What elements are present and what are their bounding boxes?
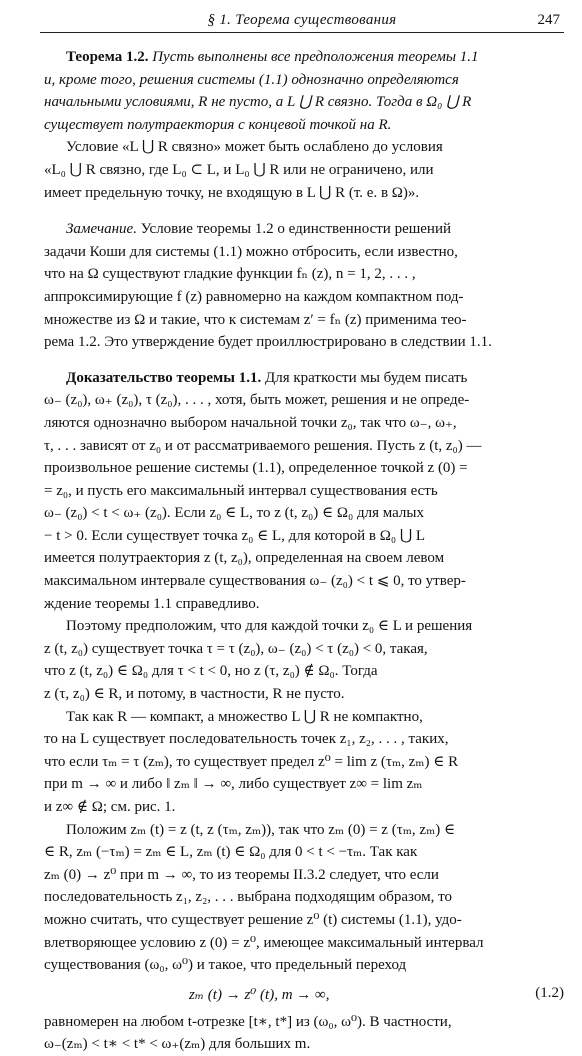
text-line: равномерен на любом t-отрезке [t∗, t*] из (ω₀, ω⁰). В частности, <box>44 1013 452 1030</box>
text-line: ω₋ (z₀) < t < ω₊ (z₀). Если z₀ ∈ L, то z (t, z₀) ∈ Ω₀ для малых <box>44 505 424 522</box>
final-paragraph <box>44 1011 564 1056</box>
text-line: что на Ω существуют гладкие функции fₙ (z), n = 1, 2, . . . , <box>44 266 416 283</box>
text-line: «L₀ ⋃ R связно, где L₀ ⊂ L, и L₀ ⋃ R или не ограничено, или <box>44 161 434 178</box>
text-line: zₘ (0) → z⁰ при m → ∞, то из теоремы II.3.2 следует, что если <box>44 866 439 883</box>
text-line: z (t, z₀) существует точка τ = τ (z₀), ω₋ (z₀) < τ (z₀) < 0, такая, <box>44 640 428 657</box>
put-paragraph <box>44 819 564 977</box>
equation-expression: zₘ (t) → z⁰ (t), m → ∞, <box>189 986 330 1003</box>
text-line: аппроксимирующие f (z) равномерно на каждом компактном под- <box>44 288 464 305</box>
text-line: ∈ R, zₘ (−τₘ) = zₘ ∈ L, zₘ (t) ∈ Ω₀ для 0 < t < −τₘ. Так как <box>44 844 418 861</box>
theorem-line: Пусть выполнены все предположения теоремы 1.1 <box>152 49 479 65</box>
text-line: τ, . . . зависят от z₀ и от рассматриваемого решения. Пусть z (t, z₀) — <box>44 437 482 454</box>
text-line: последовательность z₁, z₂, . . . выбрана подходящим образом, то <box>44 889 452 906</box>
text-line: влетворяющее условию z (0) = z⁰, имеющее максимальный интервал <box>44 934 484 951</box>
remark-paragraph <box>44 218 564 354</box>
text-line: при m → ∞ и либо ‖ zₘ ‖ → ∞, либо существует z∞ = lim zₘ <box>44 776 423 793</box>
text-line: можно считать, что существует решение z⁰ (t) системы (1.1), удо- <box>44 911 462 928</box>
text-line: ждение теоремы 1.1 справедливо. <box>44 595 260 612</box>
text-line: Условие «L ⋃ R связно» может быть ослаблено до условия <box>66 139 443 156</box>
theorem-1-2 <box>44 46 564 136</box>
equation-1-2 <box>44 977 564 1011</box>
text-line: множестве из Ω и такие, что к системам z′ = fₙ (z) применима тео- <box>44 311 467 328</box>
section-title: § 1. Теорема существования <box>207 12 397 28</box>
text-line: и z∞ ∉ Ω; см. рис. 1. <box>44 799 176 815</box>
text-line: максимальном интервале существования ω₋ (z₀) < t ⩽ 0, то утвер- <box>44 573 466 590</box>
theorem-label: Теорема 1.2. <box>66 49 149 65</box>
text-line: = z₀, и пусть его максимальный интервал существования есть <box>44 482 438 499</box>
text-line: существования (ω₀, ω⁰) и такое, что предельный переход <box>44 957 407 974</box>
page-number: 247 <box>537 12 560 28</box>
text-line: Для краткости мы будем писать <box>264 369 468 386</box>
proof-paragraph <box>44 367 564 616</box>
text-line: имеет предельную точку, не входящую в L ⋃ R (т. е. в Ω)». <box>44 184 420 201</box>
text-line: Так как R — компакт, а множество L ⋃ R не компактно, <box>66 708 423 725</box>
condition-paragraph <box>44 136 564 204</box>
text-line: имеется полутраектория z (t, z₀), определенная на своем левом <box>44 550 445 567</box>
text-line: Поэтому предположим, что для каждой точки z₀ ∈ L и решения <box>66 618 473 635</box>
theorem-line: начальными условиями, R не пусто, а L ⋃ R связно. Тогда в Ω₀ ⋃ R <box>44 94 472 111</box>
text-line: что если τₘ = τ (zₘ), то существует предел z⁰ = lim z (τₘ, zₘ) ∈ R <box>44 753 459 770</box>
text-line: произвольное решение системы (1.1), определенное точкой z (0) = <box>44 460 468 477</box>
text-line: Положим zₘ (t) = z (t, z (τₘ, zₘ)), так что zₘ (0) = z (τₘ, zₘ) ∈ <box>66 821 456 838</box>
page-body <box>44 46 564 1056</box>
theorem-line: и, кроме того, решения системы (1.1) однозначно определяются <box>44 71 459 88</box>
compact-paragraph <box>44 706 564 819</box>
proof-label: Доказательство теоремы 1.1. <box>66 369 262 386</box>
text-line: ляются однозначно выбором начальной точки z₀, так что ω₋, ω₊, <box>44 414 457 431</box>
text-line: ω₋ (z₀), ω₊ (z₀), τ (z₀), . . . , хотя, быть может, решения и не опреде- <box>44 392 470 409</box>
text-line: ω₋(zₘ) < t∗ < t* < ω₊(zₘ) для больших m. <box>44 1036 311 1053</box>
text-line: задачи Коши для системы (1.1) можно отбросить, если известно, <box>44 243 458 260</box>
text-line: − t > 0. Если существует точка z₀ ∈ L, для которой в Ω₀ ⋃ L <box>44 527 426 544</box>
text-line: что z (t, z₀) ∈ Ω₀ для τ < t < 0, но z (τ, z₀) ∉ Ω₀. Тогда <box>44 663 378 680</box>
therefore-paragraph <box>44 615 564 705</box>
text-line: Условие теоремы 1.2 о единственности решений <box>140 221 452 238</box>
equation-number: (1.2) <box>535 984 564 1001</box>
text-line: то на L существует последовательность точек z₁, z₂, . . . , таких, <box>44 731 449 748</box>
text-line: z (τ, z₀) ∈ R, и потому, в частности, R не пусто. <box>44 686 345 703</box>
running-header <box>40 6 564 33</box>
theorem-line: существует полутраектория с концевой точкой на R. <box>44 116 392 133</box>
text-line: рема 1.2. Это утверждение будет проиллюстрировано в следствии 1.1. <box>44 334 492 351</box>
remark-label: Замечание. <box>66 221 137 238</box>
